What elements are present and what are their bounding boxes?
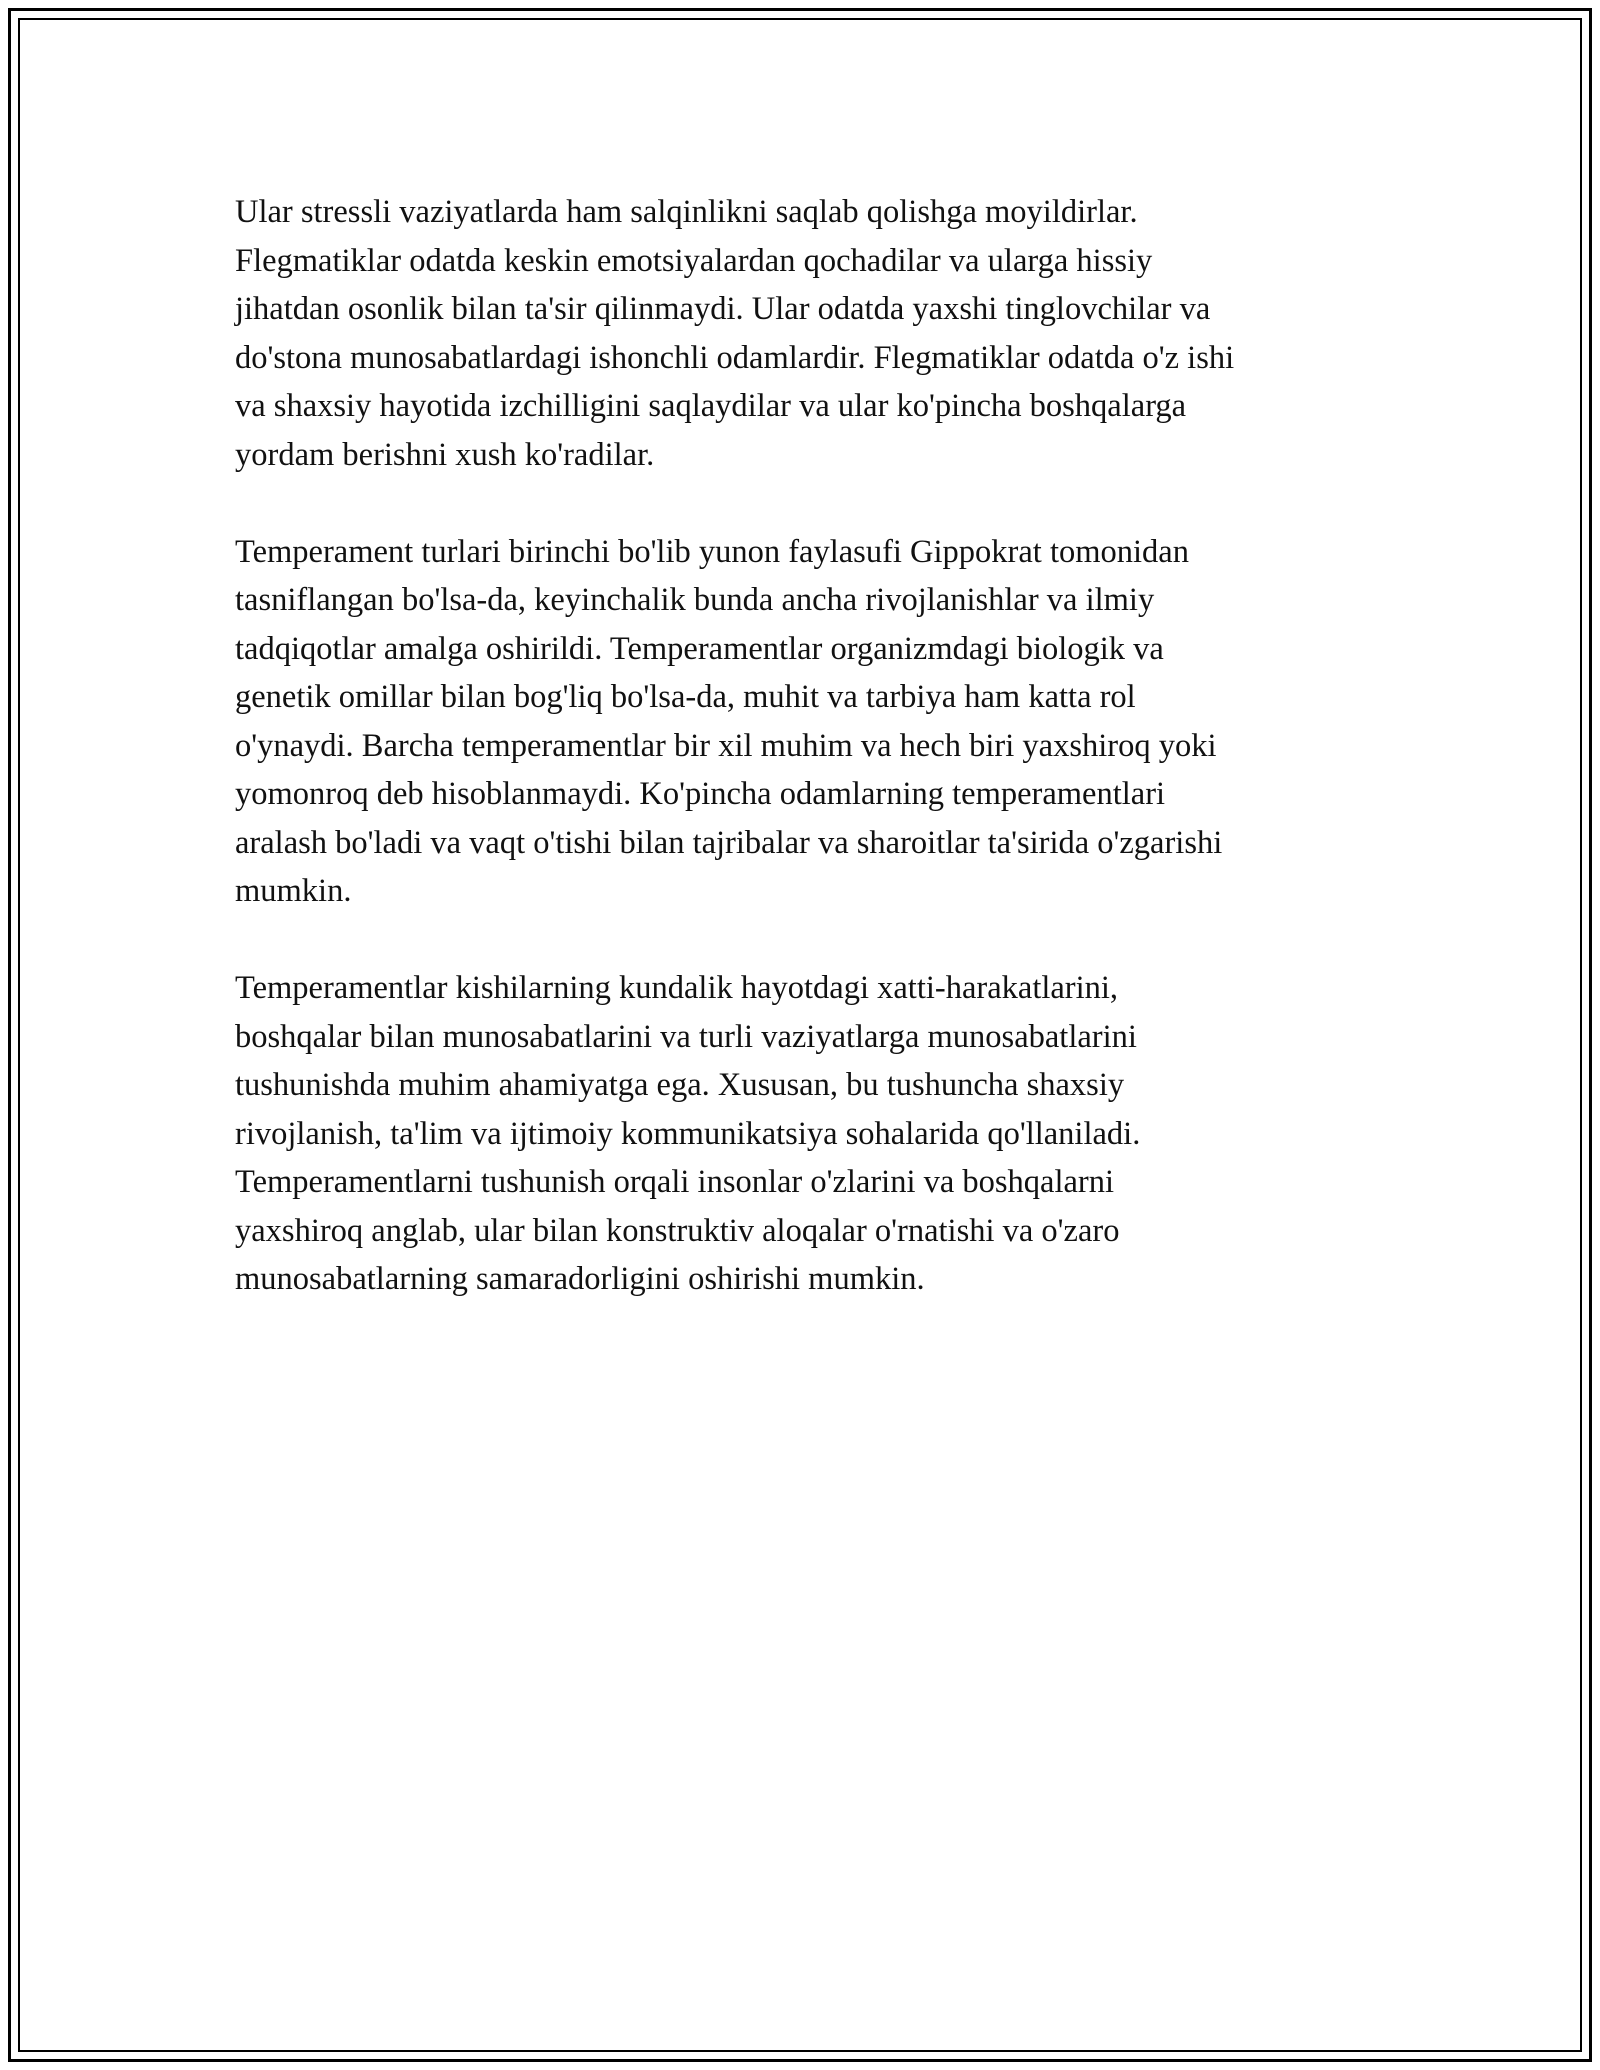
paragraph-2: Temperament turlari birinchi bo'lib yunon faylasufi Gippokrat tomonidan tasniflangan bo'lsa-da, keyinchalik bunda ancha rivojlanishlar va ilmiy tadqiqotlar amalga oshirildi. Temperamentlar organizmdagi biologik va genetik omillar bilan bog'liq bo'lsa-da, muhit va tarbiya ham katta rol o'ynaydi. Barcha temperamentlar bir xil muhim va hech biri yaxshiroq yoki yomonroq deb hisoblanmaydi. Ko'pincha odamlarning temperamentlari aralash bo'ladi va vaqt o'tishi bilan tajribalar va sharoitlar ta'sirida o'zgarishi mumkin. bbox=[235, 533, 1223, 909]
paragraph-3: Temperamentlar kishilarning kundalik hayotdagi xatti-harakatlarini, boshqalar bilan munosabatlarini va turli vaziyatlarga munosabatlarini tushunishda muhim ahamiyatga ega. Xususan, bu tushuncha shaxsiy rivojlanish, ta'lim va ijtimoiy kommunikatsiya sohalarida qo'llaniladi. Temperamentlarni tushunish orqali insonlar o'zlarini va boshqalarni yaxshiroq anglab, ular bilan konstruktiv aloqalar o'rnatishi va o'zaro munosabatlarning samaradorligini oshirishi mumkin. bbox=[235, 970, 1141, 1297]
paragraph-1: Ular stressli vaziyatlarda ham salqinlikni saqlab qolishga moyildirlar. Flegmatiklar odatda keskin emotsiyalardan qochadilar va ularga hissiy jihatdan osonlik bilan ta'sir qilinmaydi. Ular odatda yaxshi tinglovchilar va do'stona munosabatlardagi ishonchli odamlardir. Flegmatiklar odatda o'z ishi va shaxsiy hayotida izchilligini saqlaydilar va ular ko'pincha boshqalarga yordam berishni xush ko'radilar. bbox=[235, 194, 1235, 473]
document-body bbox=[235, 188, 1375, 1352]
